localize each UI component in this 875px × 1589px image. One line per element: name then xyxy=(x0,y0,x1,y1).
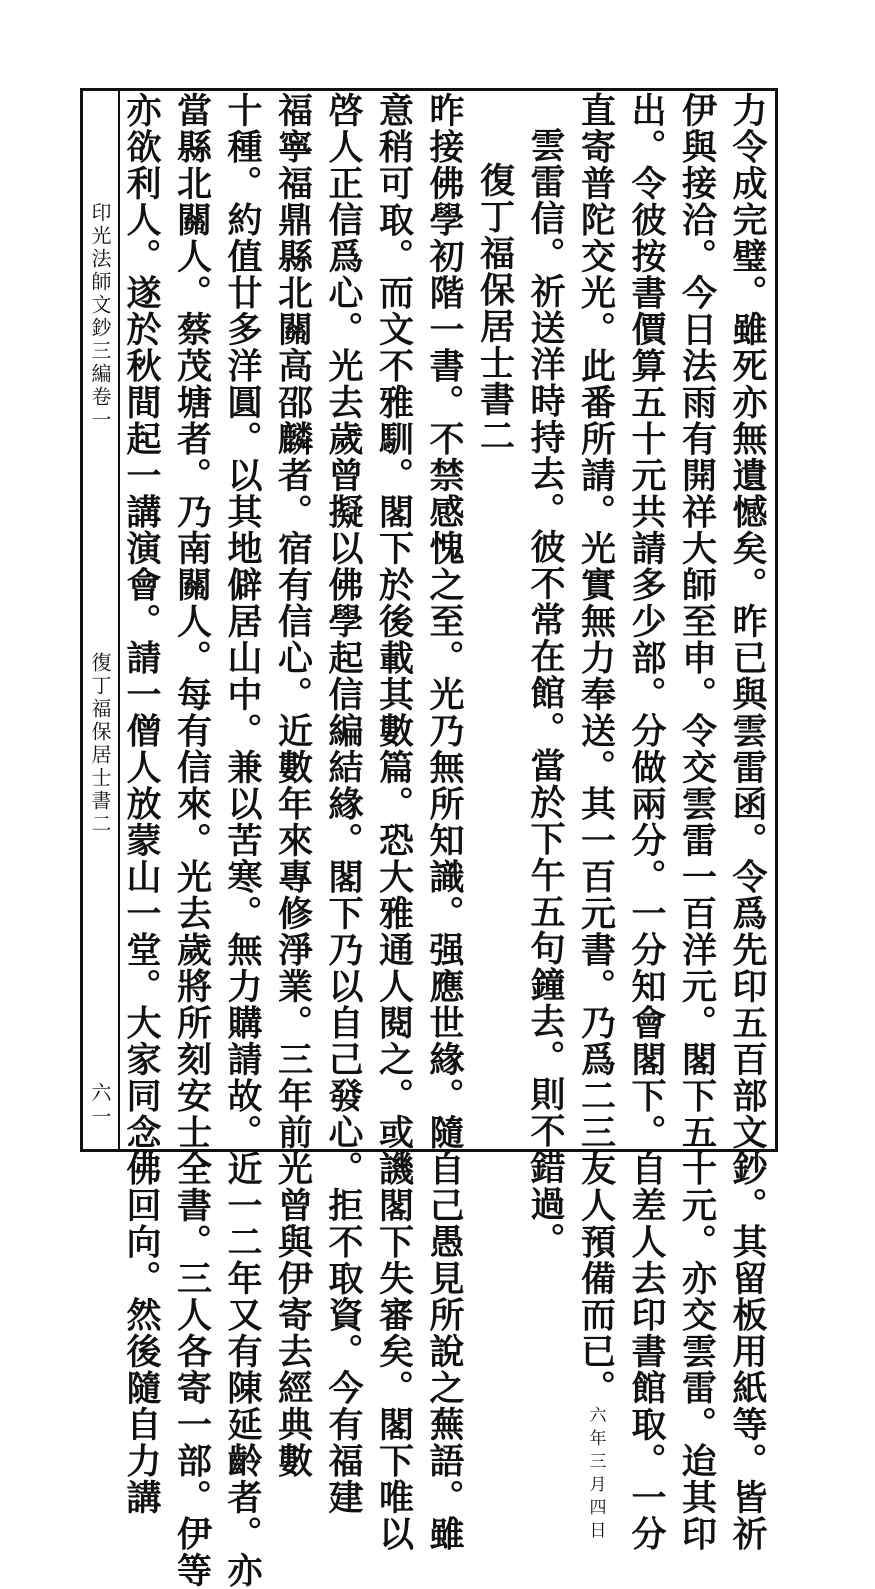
text-column: 昨接佛學初階一書。不禁感愧之至。光乃無所知識。强應世緣。隨自己愚見所說之蕪語。雖 xyxy=(424,92,465,1552)
date-note: 六年三月四日 xyxy=(585,1406,606,1544)
text-column: 伊與接洽。今日法雨有開祥大師至申。令交雲雷一百洋元。閣下五十元。亦交雲雷。迨其印 xyxy=(676,92,718,1552)
text-column xyxy=(570,92,621,1544)
page-number: 六一 xyxy=(88,1082,112,1130)
text-column-content: 直寄普陀交光。此番所請。光實無力奉送。其一百元書。乃爲二三友人預備而已。 xyxy=(575,92,617,1406)
text-column: 力令成完璧。雖死亦無遺憾矣。昨已與雲雷函。令爲先印五百部文鈔。其留板用紙等。皆祈 xyxy=(727,92,768,1552)
text-column: 啓人正信爲心。光去歲曾擬以佛學起信編結緣。閣下乃以自己發心。拒不取資。今有福建 xyxy=(323,92,364,1516)
text-column: 意稍可取。而文不雅馴。閣下於後載其數篇。恐大雅通人閱之。或譏閣下失審矣。閣下唯以 xyxy=(373,92,415,1552)
section-title: 復丁福保居士書二 xyxy=(88,652,112,836)
text-column: 亦欲利人。遂於秋間起一講演會。請一僧人放蒙山一堂。大家同念佛回向。然後隨自力講 xyxy=(121,92,162,1516)
letter-heading: 復丁福保居士書二 xyxy=(474,162,516,454)
text-column: 雲雷信。祈送洋時持去。彼不常在館。當於下午五句鐘去。則不錯過。 xyxy=(525,127,566,1259)
letter-body xyxy=(121,92,772,1589)
text-column: 福寧福鼎縣北關高邵麟者。宿有信心。近數年來專修淨業。三年前光曾與伊寄去經典數 xyxy=(272,92,314,1479)
text-column: 出。令彼按書價算五十元共請多少部。分做兩分。一分知會閣下。自差人去印書館取。一分 xyxy=(626,92,667,1552)
text-column: 當縣北關人。蔡茂塘者。乃南關人。每有信來。光去歲將所刻安士全書。三人各寄一部。伊等 xyxy=(171,92,213,1589)
book-title: 印光法師文鈔三編卷一 xyxy=(88,202,112,432)
text-column: 十種。約值廿多洋圓。以其地僻居山中。兼以苦寒。無力購請故。近一二年又有陳延齡者。亦 xyxy=(222,92,263,1589)
page-spine xyxy=(82,92,116,1148)
